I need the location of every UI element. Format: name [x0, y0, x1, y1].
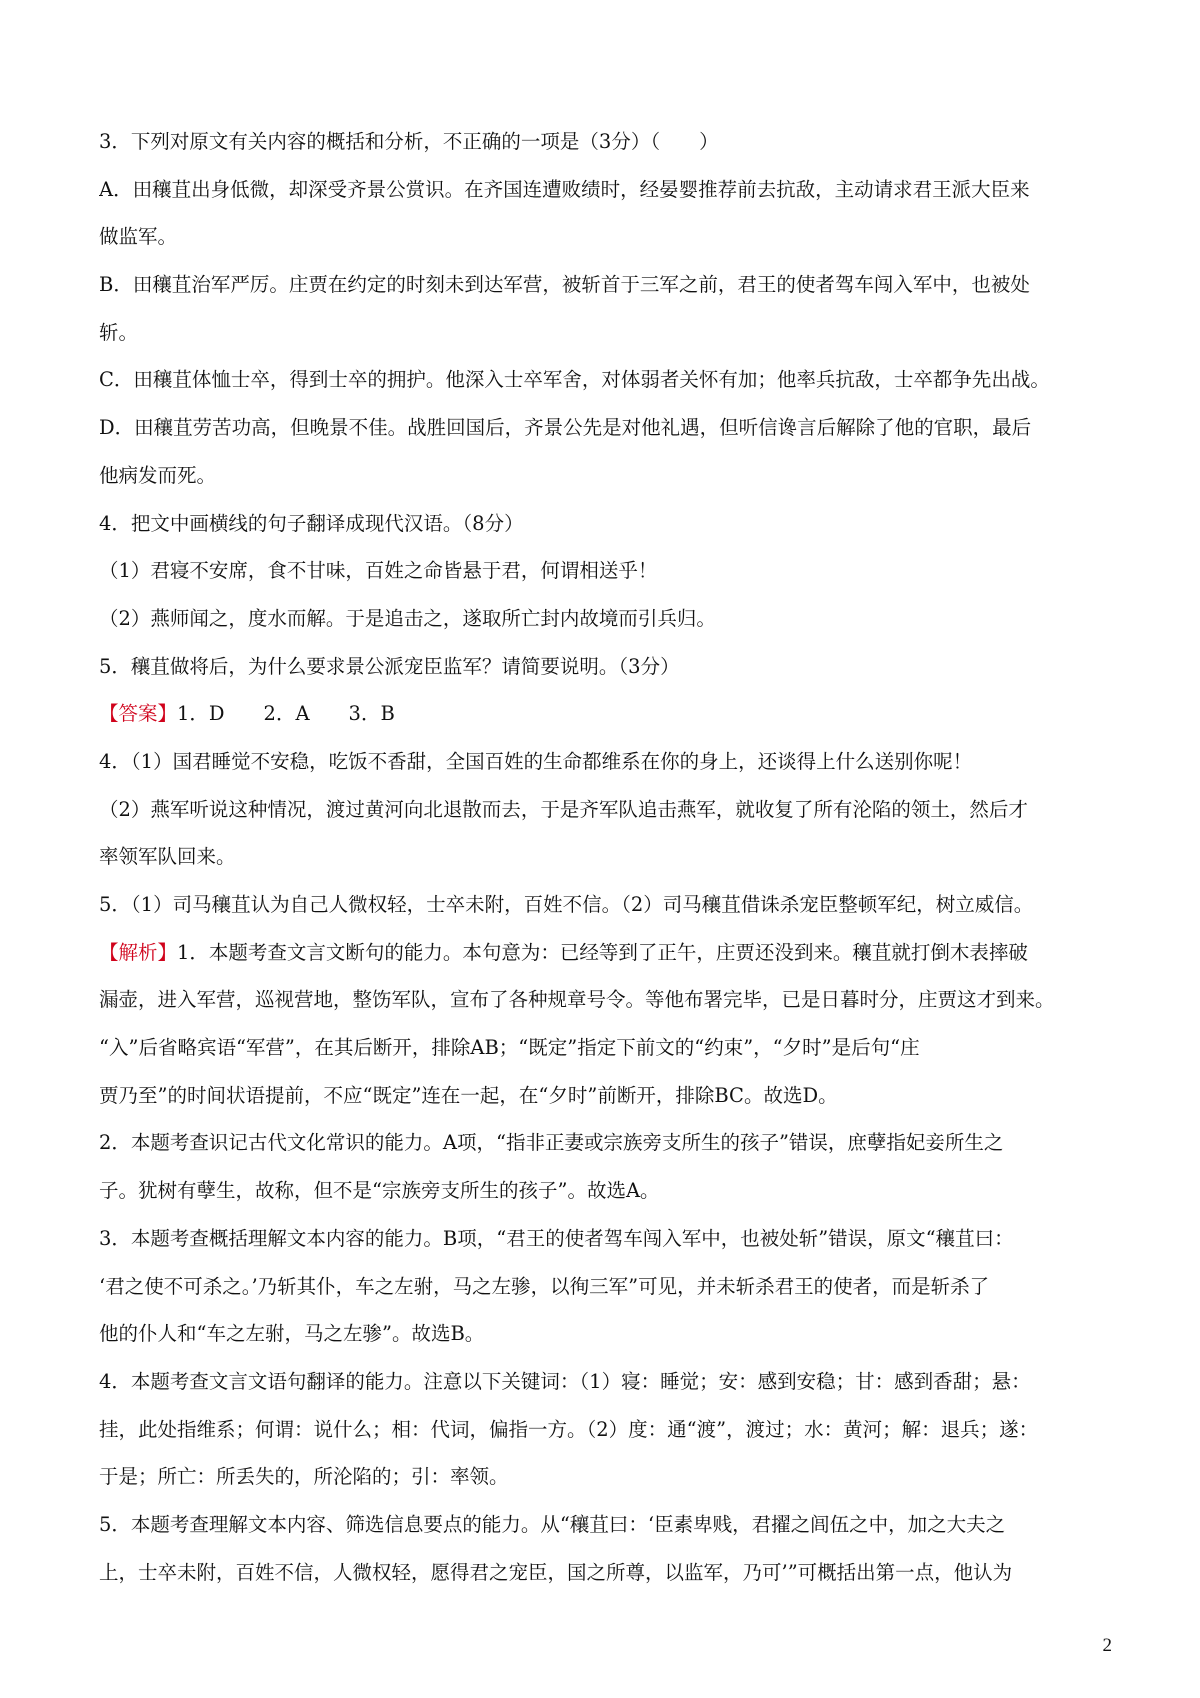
question-4-sentence-2: （2）燕师闻之，度水而解。于是追击之，遂取所亡封内故境而引兵归。	[99, 606, 716, 630]
analysis-3-cont-2: 他的仆人和“车之左驸，马之左骖”。故选B。	[99, 1322, 485, 1346]
analysis-4-cont-2: 于是；所亡：所丢失的，所沦陷的；引：率领。	[99, 1465, 509, 1489]
question-3-option-a-cont: 做监军。	[99, 225, 178, 249]
question-4-sentence-1: （1）君寝不安席，食不甘味，百姓之命皆悬于君，何谓相送乎！	[99, 559, 658, 583]
analysis-1-text: 1．本题考查文言文断句的能力。本句意为：已经等到了正午，庄贾还没到来。穰苴就打倒木表摔破	[177, 940, 1028, 964]
answer-tag: 【答案】	[99, 702, 178, 726]
analysis-4-cont-1: 挂，此处指维系；何谓：说什么；相：代词，偏指一方。（2）度：通“渡”，渡过；水：黄河；解：退兵；遂：	[99, 1417, 1039, 1441]
question-3-option-a: A．田穰苴出身低微，却深受齐景公赏识。在齐国连遭败绩时，经晏婴推荐前去抗敌，主动请求君王派大臣来	[99, 177, 1030, 201]
question-3-option-d: D．田穰苴劳苦功高，但晚景不佳。战胜回国后，齐景公先是对他礼遇，但听信谗言后解除了他的官职，最后	[99, 416, 1032, 440]
question-3-option-b-cont: 斩。	[99, 320, 139, 344]
question-3-stem: 3．下列对原文有关内容的概括和分析，不正确的一项是（3分）（ ）	[99, 130, 719, 153]
analysis-tag: 【解析】	[99, 940, 178, 964]
question-3-option-d-cont: 他病发而死。	[99, 463, 217, 487]
answer-choices-line	[99, 690, 1112, 738]
analysis-5-cont: 上，士卒未附，百姓不信，人微权轻，愿得君之宠臣，国之所尊，以监军，乃可’”可概括出第一点，他认为	[99, 1560, 1013, 1584]
question-3-option-c: C．田穰苴体恤士卒，得到士卒的拥护。他深入士卒军舍，对体弱者关怀有加；他率兵抗敌，士卒都争先出战。	[99, 368, 1050, 392]
analysis-1-cont-3: 贾乃至”的时间状语提前，不应“既定”连在一起，在“夕时”前断开，排除BC。故选D。	[99, 1083, 838, 1107]
analysis-2: 2．本题考查识记古代文化常识的能力。A项，“指非正妻或宗族旁支所生的孩子”错误，庶孽指妃妾所生之	[99, 1131, 1004, 1155]
analysis-3-cont-1: ‘君之使不可杀之。’乃斩其仆，车之左驸，马之左骖，以徇三军”可见，并未斩杀君王的使者，而是斩杀了	[99, 1274, 990, 1298]
analysis-5: 5．本题考查理解文本内容、筛选信息要点的能力。从“穰苴曰：‘臣素卑贱，君擢之闾伍之中，加之大夫之	[99, 1512, 1006, 1536]
question-5-stem: 5．穰苴做将后，为什么要求景公派宠臣监军？请简要说明。（3分）	[99, 654, 680, 678]
answer-4-1: 4．（1）国君睡觉不安稳，吃饭不香甜，全国百姓的生命都维系在你的身上，还谈得上什么送别你呢！	[99, 749, 973, 773]
question-3-option-b: B．田穰苴治军严厉。庄贾在约定的时刻未到达军营，被斩首于三军之前，君王的使者驾车闯入军中，也被处	[99, 273, 1030, 297]
analysis-1-cont-1: 漏壶，进入军营，巡视营地，整饬军队，宣布了各种规章号令。等他布署完毕，已是日暮时分，庄贾这才到来。	[99, 988, 1055, 1012]
analysis-2-cont: 子。犹树有孽生，故称，但不是“宗族旁支所生的孩子”。故选A。	[99, 1179, 660, 1203]
page-number: 2	[1102, 1635, 1112, 1656]
answer-4-2: （2）燕军听说这种情况，渡过黄河向北退散而去，于是齐军队追击燕军，就收复了所有沦陷的领土，然后才	[99, 797, 1028, 821]
answer-4-2-cont: 率领军队回来。	[99, 845, 236, 869]
analysis-4: 4．本题考查文言文语句翻译的能力。注意以下关键词：（1）寝：睡觉；安：感到安稳；甘：感到香甜；悬：	[99, 1369, 1031, 1393]
analysis-3: 3．本题考查概括理解文本内容的能力。B项，“君王的使者驾车闯入军中，也被处斩”错误，原文“穰苴曰：	[99, 1226, 1014, 1250]
question-4-stem: 4．把文中画横线的句子翻译成现代汉语。（8分）	[99, 511, 524, 535]
answer-choices: 1．D 2．A 3．B	[177, 702, 395, 726]
analysis-1-line	[99, 929, 1112, 977]
answer-5: 5．（1）司马穰苴认为自己人微权轻，士卒未附，百姓不信。（2）司马穰苴借诛杀宠臣整顿军纪，树立威信。	[99, 893, 1034, 916]
analysis-1-cont-2: “入”后省略宾语“军营”，在其后断开，排除AB；“既定”指定下前文的“约束”，“夕时”是后句“庄	[99, 1036, 920, 1060]
